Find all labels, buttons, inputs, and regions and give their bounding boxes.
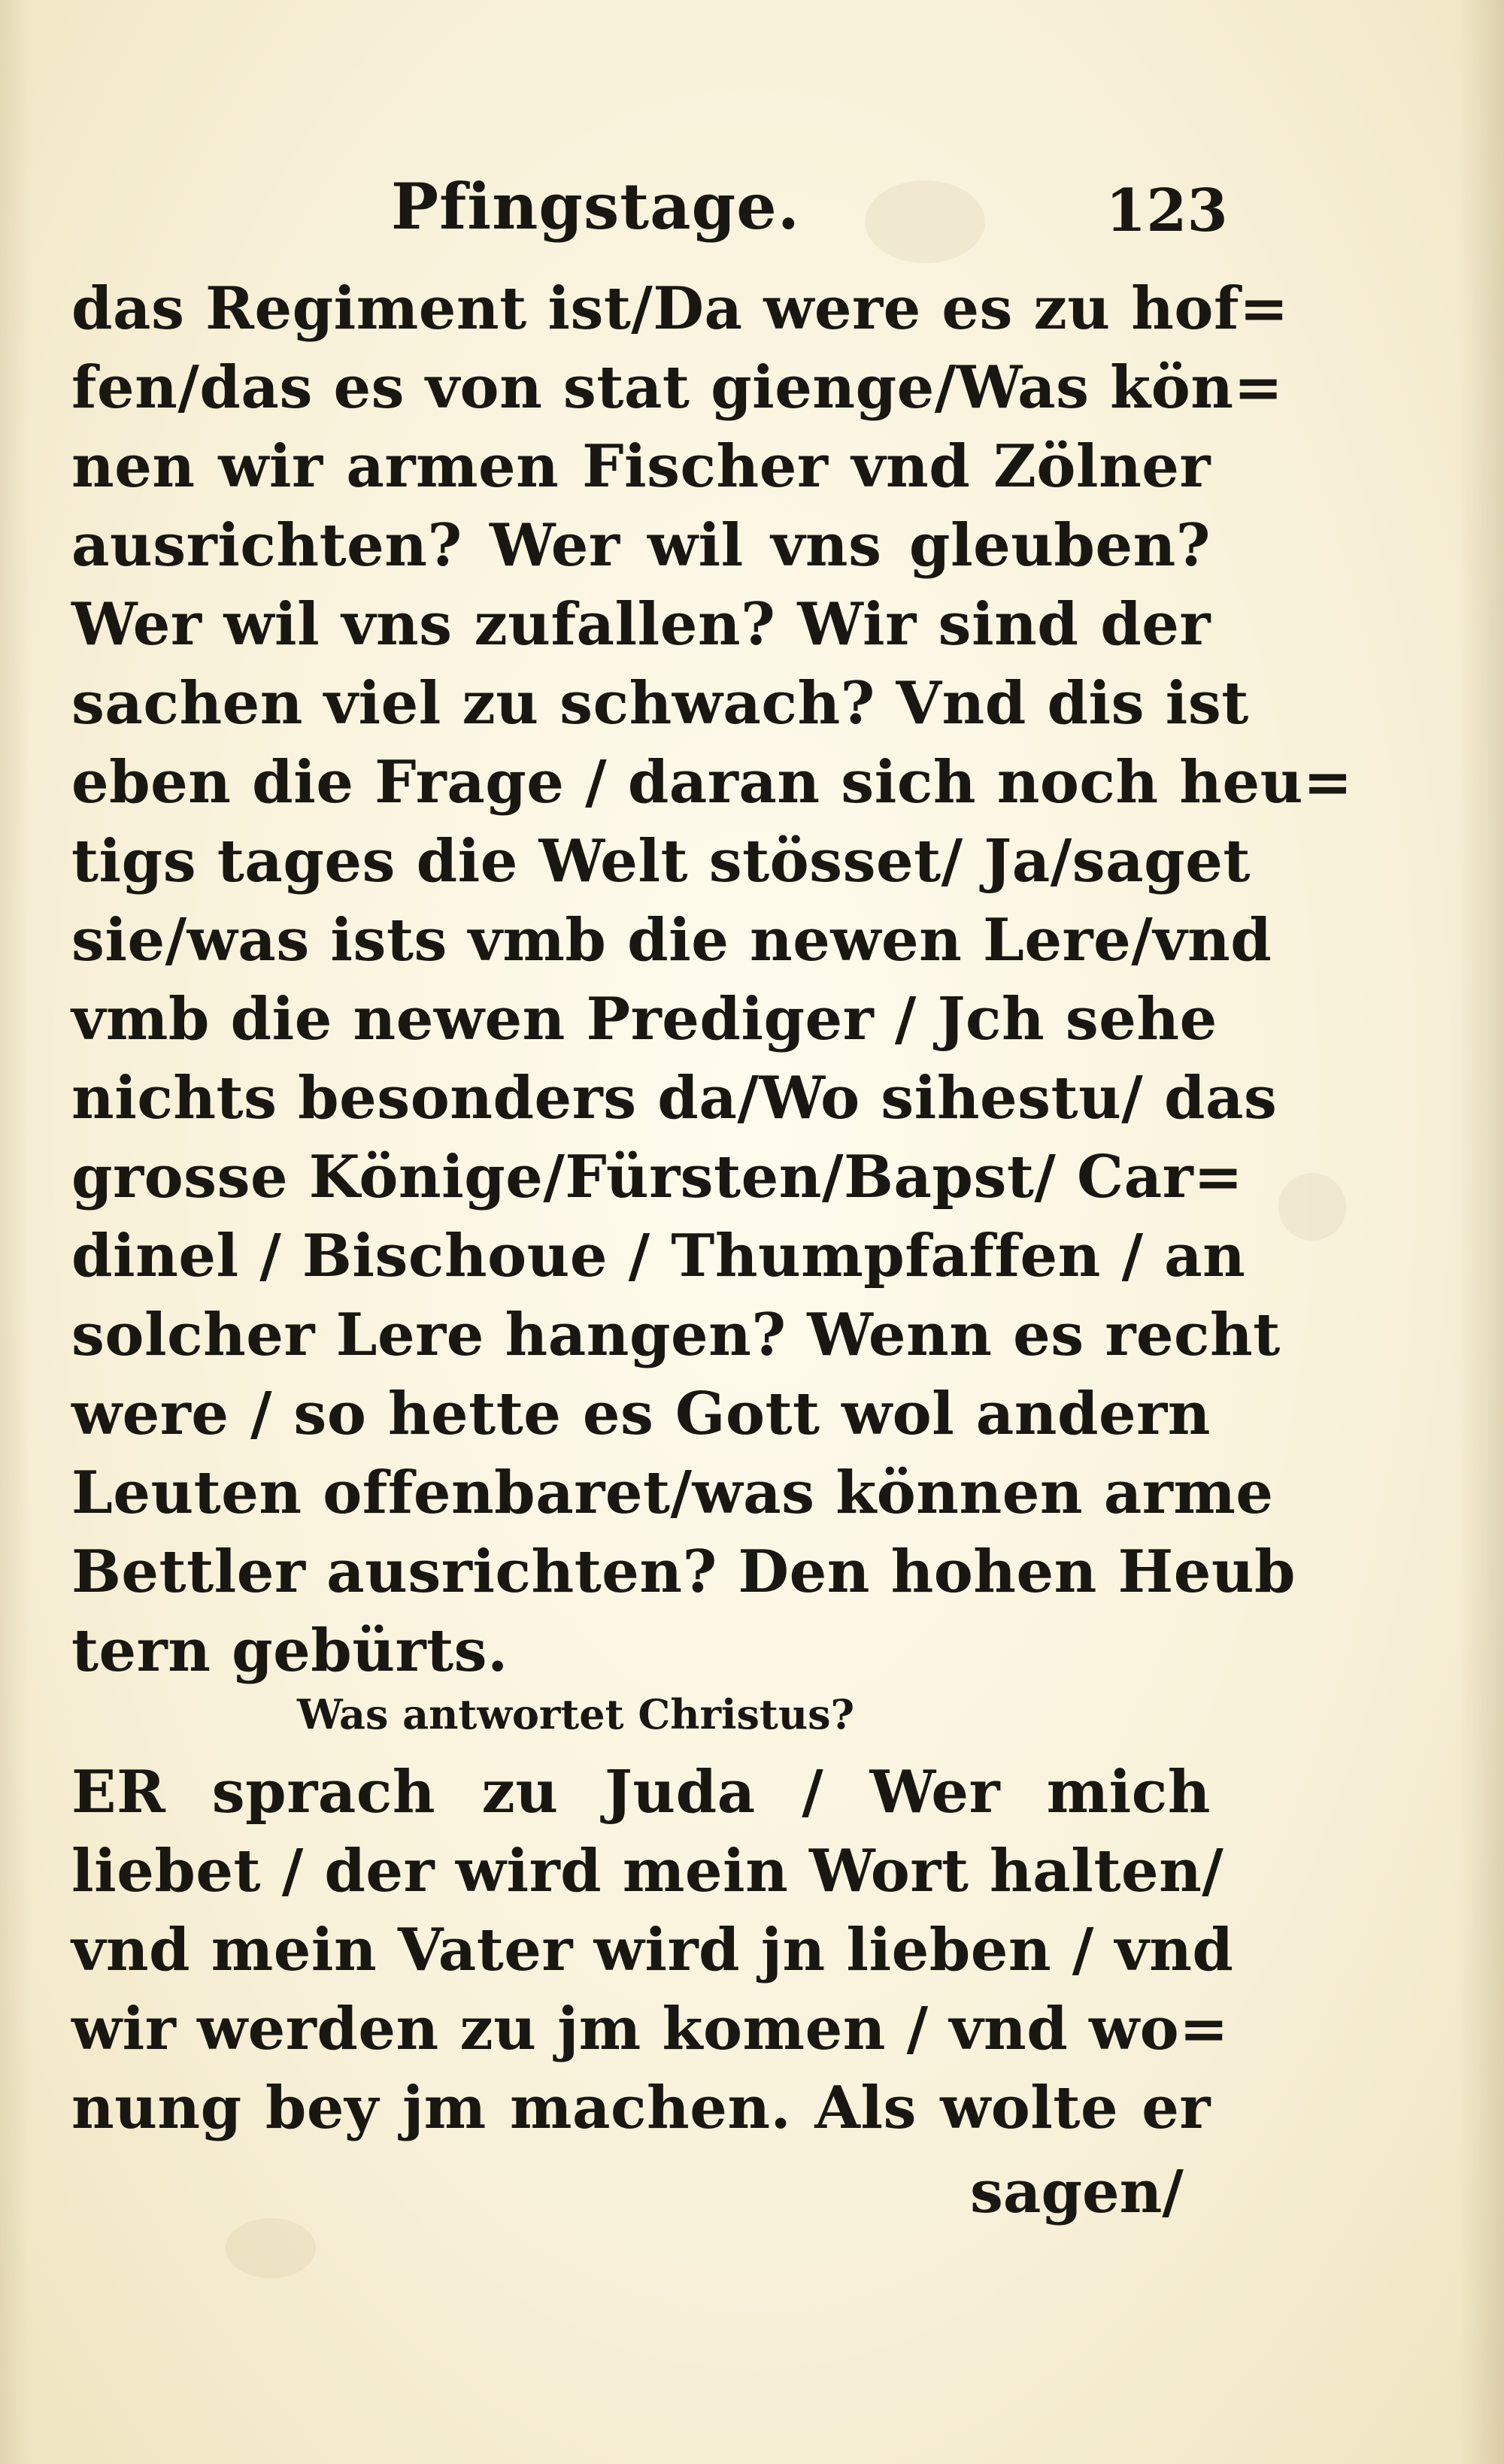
text-line-16: Leuten offenbaret/was können arme <box>71 1459 1274 1527</box>
text-line-13: dinel / Bischoue / Thumpfaffen / an <box>71 1222 1246 1290</box>
text-line-18: tern gebürts. <box>71 1617 508 1685</box>
text-line-7: eben die Frage / daran sich noch heu= <box>71 748 1353 817</box>
text-line-5: Wer wil vns zufallen? Wir sind der <box>71 590 1211 659</box>
text-line-11: nichts besonders da/Wo sihestu/ das <box>71 1064 1278 1132</box>
answer-line-4: wir werden zu jm komen / vnd wo= <box>71 1995 1229 2063</box>
answer-line-3: vnd mein Vater wird jn lieben / vnd <box>71 1916 1234 1984</box>
text-line-4: ausrichten? Wer wil vns gleuben? <box>71 511 1211 580</box>
page-edge-shadow-left <box>0 0 30 2464</box>
text-line-14: solcher Lere hangen? Wenn es recht <box>71 1301 1281 1369</box>
text-line-8: tigs tages die Welt stösset/ Ja/saget <box>71 827 1251 896</box>
text-line-9: sie/was ists vmb die newen Lere/vnd <box>71 906 1272 974</box>
paper-stain <box>1278 1173 1346 1241</box>
answer-line-1: ER sprach zu Juda / Wer mich <box>71 1758 1211 1826</box>
text-line-17: Bettler ausrichten? Den hohen Heub <box>71 1538 1296 1606</box>
text-line-3: nen wir armen Fischer vnd Zölner <box>71 432 1211 501</box>
text-line-15: were / so hette es Gott wol andern <box>71 1380 1211 1448</box>
text-line-1: das Regiment ist/Da were es zu hof= <box>71 274 1289 343</box>
answer-line-5: nung bey jm machen. Als wolte er <box>71 2074 1211 2142</box>
catchword: sagen/ <box>970 2158 1184 2226</box>
paper-stain <box>226 2218 316 2278</box>
text-line-6: sachen viel zu schwach? Vnd dis ist <box>71 669 1249 738</box>
page-number: 123 <box>1105 177 1228 245</box>
page-edge-shadow-right <box>1459 0 1504 2464</box>
running-head: Pfingstage. <box>391 169 800 244</box>
text-line-10: vmb die newen Prediger / Jch sehe <box>71 985 1217 1053</box>
text-line-2: fen/das es von stat gienge/Was kön= <box>71 353 1284 422</box>
section-subheading: Was antwortet Christus? <box>297 1690 855 1738</box>
text-line-12: grosse Könige/Fürsten/Bapst/ Car= <box>71 1143 1244 1211</box>
paper-stain <box>865 180 985 263</box>
answer-line-2: liebet / der wird mein Wort halten/ <box>71 1837 1224 1905</box>
